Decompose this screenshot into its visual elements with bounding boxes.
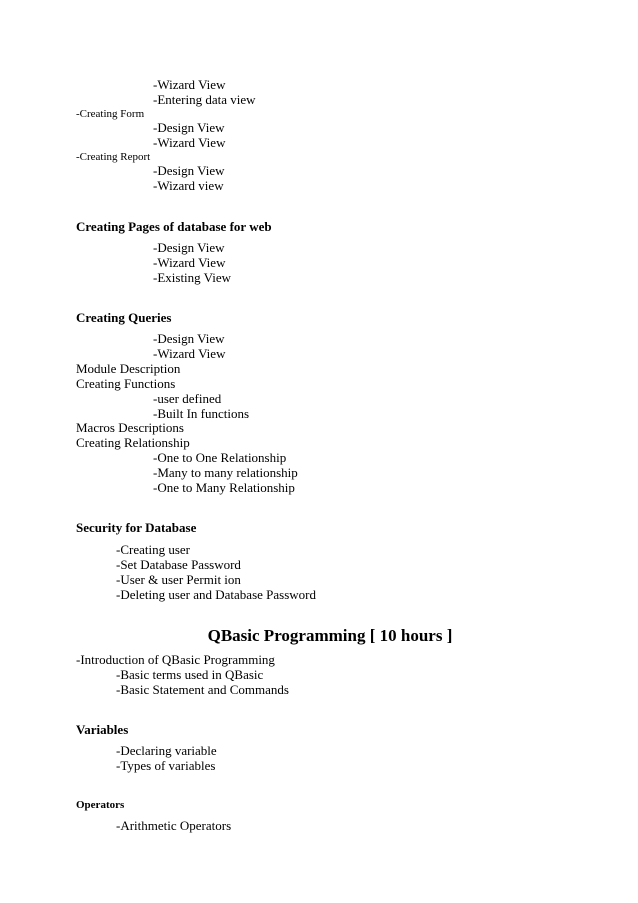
list-item: -Design View: [153, 331, 225, 346]
list-item: -Deleting user and Database Password: [116, 587, 316, 602]
list-item: -user defined: [153, 391, 222, 406]
list-item: -Types of variables: [116, 758, 216, 773]
creating-relationship: Creating Relationship: [76, 435, 190, 450]
list-item: -One to Many Relationship: [153, 480, 295, 495]
list-item: -Basic Statement and Commands: [116, 682, 289, 697]
list-item: -Entering data view: [153, 92, 256, 107]
list-item: -Creating user: [116, 542, 191, 557]
creating-functions: Creating Functions: [76, 376, 176, 391]
heading-security: Security for Database: [76, 520, 197, 535]
macros-descriptions: Macros Descriptions: [76, 420, 184, 435]
list-item: -Wizard View: [153, 77, 226, 92]
list-item: -Set Database Password: [116, 557, 241, 572]
list-item: -Wizard View: [153, 255, 226, 270]
module-description: Module Description: [76, 361, 181, 376]
list-item: -Declaring variable: [116, 743, 217, 758]
list-item: -Arithmetic Operators: [116, 818, 232, 833]
heading-web-pages: Creating Pages of database for web: [76, 219, 272, 234]
list-item: -Existing View: [153, 270, 232, 285]
heading-queries: Creating Queries: [76, 310, 172, 325]
list-item: -Design View: [153, 240, 225, 255]
subheading-creating-form: -Creating Form: [76, 108, 145, 120]
heading-variables: Variables: [76, 722, 129, 737]
list-item: -Wizard View: [153, 346, 226, 361]
list-item: -Basic terms used in QBasic: [116, 667, 264, 682]
list-item: -Design View: [153, 163, 225, 178]
list-item: -Built In functions: [153, 406, 250, 421]
list-item: -Many to many relationship: [153, 465, 298, 480]
list-item: -Wizard view: [153, 178, 224, 193]
qbasic-intro: -Introduction of QBasic Programming: [76, 652, 275, 667]
list-item: -Wizard View: [153, 135, 226, 150]
list-item: -User & user Permit ion: [116, 572, 241, 587]
heading-operators: Operators: [76, 799, 125, 811]
list-item: -Design View: [153, 120, 225, 135]
page-title: QBasic Programming [ 10 hours ]: [207, 626, 453, 645]
subheading-creating-report: -Creating Report: [76, 151, 151, 163]
list-item: -One to One Relationship: [153, 450, 287, 465]
